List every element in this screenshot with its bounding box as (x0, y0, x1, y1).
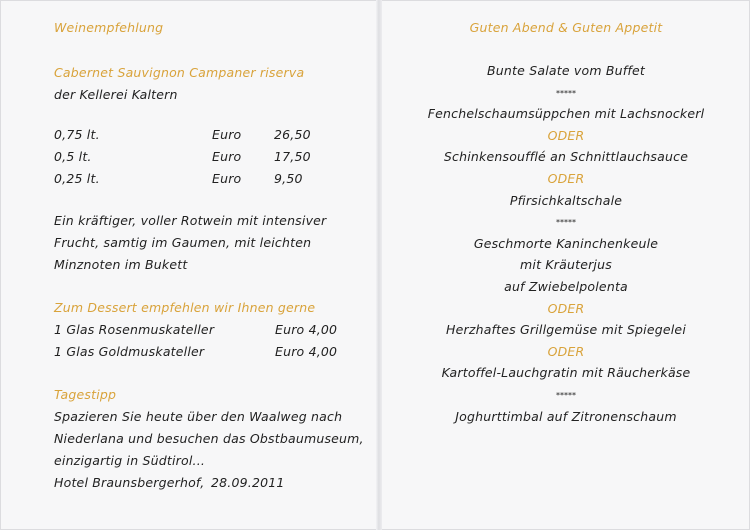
menu-dish: Herzhaftes Grillgemüse mit Spiegelei (445, 322, 686, 338)
dessert-price-1: Euro 4,00 (275, 322, 338, 337)
tip-line: Niederlana und besuchen das Obstbaumuseum, (54, 431, 364, 446)
oder-separator: ODER (547, 127, 585, 143)
oder-separator: ODER (547, 171, 585, 186)
price-currency-1: Euro (212, 127, 242, 142)
wine-description-line: Minznoten im Bukett (54, 257, 188, 272)
winery: der Kellerei Kaltern (54, 87, 178, 102)
dessert-price-2: Euro 4,00 (275, 344, 338, 359)
course-separator: ***** (556, 391, 576, 400)
wine-heading: Weinempfehlung (54, 20, 164, 35)
price-size-3: 0,25 lt. (54, 171, 100, 186)
course-separator: ***** (556, 218, 576, 228)
tip-line: einzigartig in Südtirol... (54, 453, 206, 468)
menu-dish: mit Kräuterjus (520, 257, 612, 273)
price-currency-2: Euro (212, 149, 242, 164)
menu-dish: Bunte Salate vom Buffet (487, 63, 645, 78)
menu-dish: auf Zwiebelpolenta (504, 279, 628, 294)
dessert-item-1: 1 Glas Rosenmuskateller (54, 322, 215, 337)
price-size-2: 0,5 lt. (54, 149, 92, 164)
wine-name: Cabernet Sauvignon Campaner riserva (54, 65, 305, 80)
menu-dish: Geschmorte Kaninchenkeule (473, 235, 659, 251)
menu-heading: Guten Abend & Guten Appetit (469, 20, 663, 35)
price-currency-3: Euro (212, 171, 242, 186)
menu-dish: Fenchelschaumsüppchen mit Lachsnockerl (427, 106, 705, 122)
wine-description-line: Ein kräftiger, voller Rotwein mit intensiver (54, 213, 327, 228)
tip-line: Spazieren Sie heute über den Waalweg nach (54, 409, 343, 424)
menu-dish: Kartoffel-Lauchgratin mit Räucherkäse (441, 365, 691, 381)
menu-dish: Pfirsichkaltschale (509, 192, 623, 208)
oder-separator: ODER (547, 300, 585, 316)
price-value-1: 26,50 (274, 127, 311, 142)
tip-heading: Tagestipp (54, 387, 117, 402)
menu-dish: Joghurttimbal auf Zitronenschaum (455, 408, 677, 424)
menu-date: 28.09.2011 (211, 475, 285, 490)
dessert-heading: Zum Dessert empfehlen wir Ihnen gerne (54, 300, 316, 315)
price-size-1: 0,75 lt. (54, 127, 100, 142)
menu-dish: Schinkensoufflé an Schnittlauchsauce (443, 149, 689, 165)
course-separator: ***** (556, 88, 576, 98)
dessert-item-2: 1 Glas Goldmuskateller (54, 344, 205, 359)
wine-description-line: Frucht, samtig im Gaumen, mit leichten (54, 235, 312, 250)
price-value-2: 17,50 (274, 149, 311, 164)
price-value-3: 9,50 (274, 171, 303, 186)
hotel-name: Hotel Braunsbergerhof, (54, 475, 205, 490)
oder-separator: ODER (547, 343, 585, 359)
